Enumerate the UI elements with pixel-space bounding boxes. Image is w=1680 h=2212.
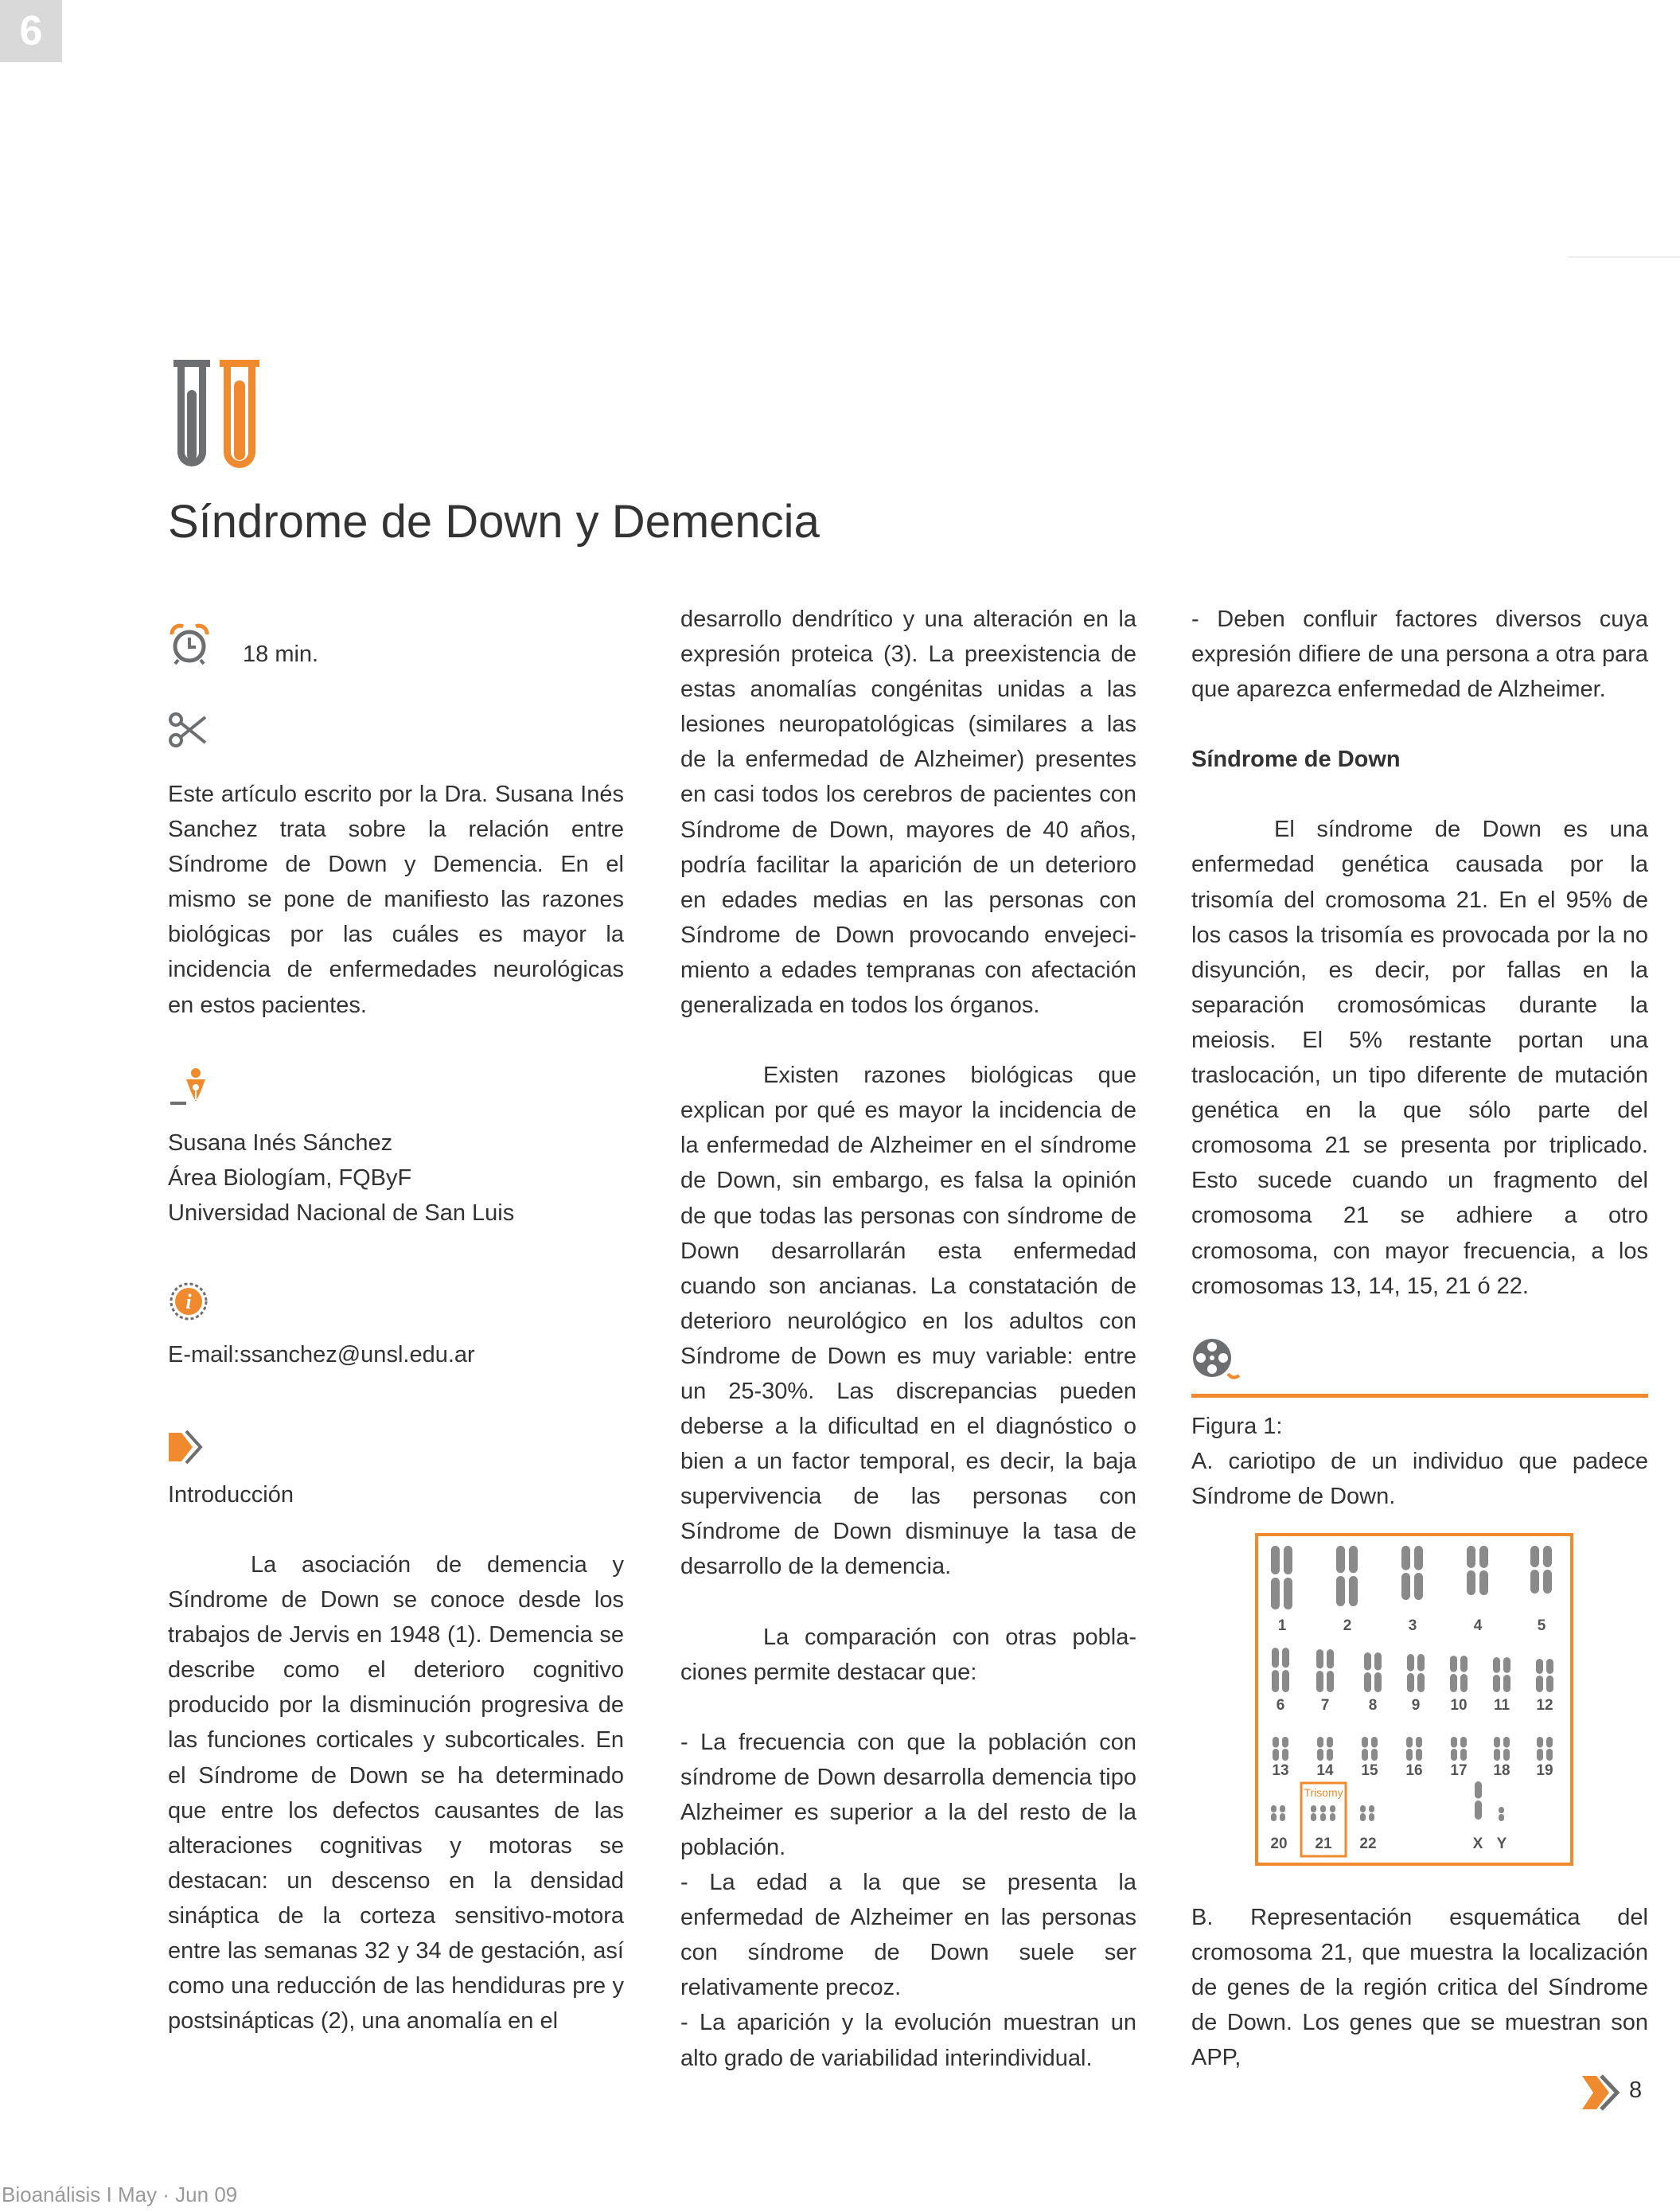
col3-paragraph-1: El síndrome de Down es una enfermedad genética causada por la trisomía del cromosoma 21. En el 95% de los casos la trisomía es provocada por la no disyunción, es decir, por fallas en la separación cromosómicas durante la meiosis. El 5% restante portan una traslocación, un tipo diferente de mutación genética en la que sólo parte del cromosoma 21 se presenta por triplicado. Esto sucede cuando un fragmento del cromosoma 21 se adhiere a otro cromosoma, con mayor frecuencia, a los cromosomas 13, 14, 15, 21 ó 22. <box>1191 817 1648 1299</box>
chromosome <box>1537 1737 1543 1761</box>
chromosome <box>1543 1546 1552 1594</box>
chromosome <box>1503 1657 1510 1692</box>
pen-nib-icon <box>169 1065 210 1106</box>
chromosome-label: 12 <box>1536 1697 1553 1714</box>
chromosome <box>1271 1546 1280 1609</box>
chromosome <box>1374 1652 1382 1692</box>
chromosome <box>1407 1654 1414 1692</box>
chromosome-label: 18 <box>1493 1762 1510 1779</box>
chromosome <box>1499 1807 1504 1821</box>
figure-divider <box>1191 1394 1648 1398</box>
chromosome-label: 20 <box>1270 1836 1288 1852</box>
chromosome <box>1479 1546 1488 1595</box>
chromosome <box>1460 1656 1468 1692</box>
col2-bullet-2: - La edad a la que se presenta la enfermedad de Alzheimer en las personas con síndrome de Down suele ser relativamente precoz. <box>680 1870 1136 2001</box>
chromosome <box>1282 1737 1288 1761</box>
trisomy-label: Trisomy <box>1304 1786 1343 1799</box>
double-arrow-icon <box>169 1428 204 1466</box>
page-number-badge: 6 <box>0 0 62 62</box>
chromosome <box>1401 1546 1410 1600</box>
chromosome <box>1536 1659 1543 1692</box>
chromosome-label: 21 <box>1315 1836 1332 1852</box>
chromosome-label: 17 <box>1450 1762 1468 1779</box>
figure-title: Figura 1: <box>1191 1414 1283 1439</box>
chromosome-label: X <box>1472 1836 1483 1852</box>
chromosome <box>1320 1805 1326 1821</box>
chromosome-label: 3 <box>1408 1617 1417 1634</box>
chromosome-label: 6 <box>1276 1697 1285 1714</box>
info-icon <box>169 1282 209 1321</box>
chromosome-label: 10 <box>1450 1697 1468 1714</box>
chromosome <box>1317 1737 1323 1761</box>
journal-footer: Bioanálisis I May · Jun 09 <box>2 2183 238 2206</box>
alarm-clock-icon <box>169 623 210 665</box>
col2-bullet-1: - La frecuencia con que la población con síndrome de Down desarrolla demencia tipo Alzheimer es superior a la del resto de la población. <box>680 1729 1136 1860</box>
chromosome <box>1364 1652 1371 1692</box>
chromosome-label: 7 <box>1320 1697 1330 1714</box>
chromosome-label: 5 <box>1537 1617 1546 1634</box>
chromosome <box>1467 1546 1475 1595</box>
chromosome-label: 4 <box>1473 1617 1483 1634</box>
test-tubes-icon <box>170 358 263 471</box>
chromosome <box>1272 1648 1279 1692</box>
author-area: Área Biologíam, FQByF <box>168 1165 412 1191</box>
chromosome <box>1273 1737 1279 1761</box>
reading-time: 18 min. <box>243 642 319 667</box>
chromosome <box>1362 1737 1368 1761</box>
author-email[interactable]: E-mail:ssanchez@unsl.edu.ar <box>168 1342 475 1367</box>
chromosome <box>1493 1657 1500 1692</box>
chromosome <box>1311 1805 1316 1821</box>
chromosome <box>1369 1805 1374 1821</box>
section-heading-sindrome: Síndrome de Down <box>1191 747 1401 773</box>
chromosome <box>1460 1737 1467 1761</box>
chromosome <box>1416 1737 1422 1761</box>
chromosome <box>1450 1656 1457 1692</box>
scissors-icon <box>169 711 207 749</box>
chromosome <box>1494 1737 1500 1761</box>
top-divider <box>1568 256 1680 258</box>
chromosome-label: 1 <box>1277 1617 1287 1634</box>
page-number: 8 <box>1629 2077 1643 2103</box>
col2-paragraph-3: La comparación con otras pobla-ciones permite destacar que: <box>680 1624 1136 1685</box>
karyotype-figure <box>1255 1533 1573 1866</box>
article-summary: Este artículo escrito por la Dra. Susana Inés Sanchez trata sobre la relación entre Síndrome de Down y Demencia. En el mismo se pone de manifiesto las razones biológicas por las cuáles es mayor la incidencia de enfermedades neurológicas en estos pacientes. <box>168 782 624 1018</box>
chromosome-label: 9 <box>1411 1697 1421 1714</box>
chromosome <box>1282 1648 1289 1692</box>
author-name: Susana Inés Sánchez <box>168 1130 393 1156</box>
chromosome <box>1406 1737 1413 1761</box>
chromosome <box>1546 1659 1553 1692</box>
film-reel-icon <box>1191 1336 1244 1383</box>
col2-paragraph-1: desarrollo dendrítico y una alteración en la expresión proteica (3). La preexistencia de estas anomalías congénitas unidas a las lesiones neuropatológicas (similares a las de la enfermedad de Alzheimer) presentes en casi todos los cerebros de pacientes con Síndrome de Down, mayores de 40 años, podría facilitar la aparición de un deterioro en edades medias en las personas con Síndrome de Down provocando envejeci-miento a edades tempranas con afectación generalizada en todos los órganos. <box>680 607 1136 1019</box>
intro-heading: Introducción <box>168 1482 294 1508</box>
chromosome <box>1371 1737 1378 1761</box>
figure-caption-a: A. cariotipo de un individuo que padece Síndrome de Down. <box>1191 1449 1648 1510</box>
chromosome <box>1414 1546 1423 1600</box>
figure-caption-b-block <box>1191 1900 1648 2075</box>
col2-paragraph-2: Existen razones biológicas que explican por qué es mayor la incidencia de la enfermedad de Alzheimer en el síndrome de Down, sin embargo, es falsa la opinión de que todas las personas con síndrome de Down desarrollarán esta enfermedad cuando son ancianas. La constatación de deterioro neurológico en los adultos con Síndrome de Down es muy variable: entre un 25-30%. Las discrepancias pueden deberse a la dificultad en el diagnóstico o bien a un factor temporal, es decir, la baja supervivencia de las personas con Síndrome de Down disminuye la tasa de desarrollo de la demencia. <box>680 1063 1136 1580</box>
chromosome <box>1451 1737 1457 1761</box>
double-arrow-icon <box>1582 2073 1620 2113</box>
chromosome-label: 2 <box>1343 1617 1352 1634</box>
chromosome <box>1349 1546 1358 1606</box>
column-3 <box>1191 602 1648 1304</box>
chromosome <box>1330 1805 1335 1821</box>
chromosome-label: 13 <box>1272 1762 1289 1779</box>
chromosome-label: 22 <box>1359 1836 1377 1852</box>
chromosome <box>1336 1546 1345 1606</box>
figure-caption-a-block <box>1191 1409 1648 1514</box>
chromosome-label: 14 <box>1316 1762 1334 1779</box>
chromosome-label: Y <box>1496 1836 1507 1852</box>
chromosome-label: 19 <box>1536 1762 1553 1779</box>
karyotype-chromosomes <box>1258 1536 1570 1863</box>
chromosome <box>1360 1805 1366 1821</box>
chromosome <box>1327 1737 1333 1761</box>
column-1 <box>168 1547 624 2038</box>
chromosome <box>1284 1546 1292 1609</box>
author-university: Universidad Nacional de San Luis <box>168 1200 515 1226</box>
column-2 <box>680 602 1136 2076</box>
chromosome <box>1271 1805 1277 1821</box>
chromosome <box>1546 1737 1553 1761</box>
figure-caption-b: B. Representación esquemática del cromosoma 21, que muestra la localización de genes de la región critica del Síndrome de Down. Los genes que se muestran son APP, <box>1191 1905 1648 2071</box>
chromosome-label: 15 <box>1361 1762 1378 1779</box>
chromosome <box>1327 1649 1334 1692</box>
col3-bullet-4: - Deben confluir factores diversos cuya expresión difiere de una persona a otra para que aparezca enfermedad de Alzheimer. <box>1191 607 1648 703</box>
chromosome-label: 16 <box>1405 1762 1423 1779</box>
chromosome <box>1417 1654 1425 1692</box>
col2-bullet-3: - La aparición y la evolución muestran un alto grado de variabilidad interindividual. <box>680 2010 1136 2071</box>
chromosome <box>1475 1781 1482 1820</box>
chromosome <box>1503 1737 1510 1761</box>
chromosome <box>1530 1546 1539 1594</box>
chromosome <box>1280 1805 1285 1821</box>
svg-text:i: i <box>185 1290 192 1313</box>
chromosome <box>1316 1649 1323 1692</box>
col1-paragraph-1: La asociación de demencia y Síndrome de Down se conoce desde los trabajos de Jervis en 1948 (1). Demencia se describe como el deterioro cognitivo producido por la disminución progresiva de las funciones corticales y subcorticales. En el Síndrome de Down se ha determinado que entre los defectos causantes de las alteraciones cognitivas y motoras se destacan: un descenso en la densidad sináptica de la corteza sensitivo-motora entre las semanas 32 y 34 de gestación, así como una reducción de las hendiduras pre y postsinápticas (2), una anomalía en el <box>168 1552 624 2034</box>
chromosome-label: 11 <box>1493 1697 1510 1714</box>
article-title: Síndrome de Down y Demencia <box>168 496 820 548</box>
summary-column <box>168 777 624 1023</box>
chromosome-label: 8 <box>1368 1697 1378 1714</box>
